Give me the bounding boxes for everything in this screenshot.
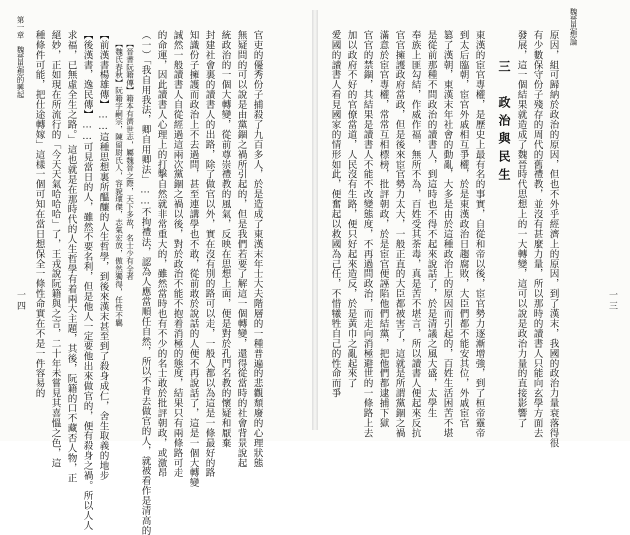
left-col-10: 封建社會裏的讀書人的出路，除了做官以外，實在沒有別的路可以走，一般人都以為這是一條最好的路 <box>203 30 215 478</box>
left-col-1: 種條件可能，把仕途轉嫁」這樣一個可知在當日想保全一條性命實在不是一件容易的 <box>33 30 45 399</box>
left-small-col-1: 【魏氏春秋】阮籍字嗣宗，陳留尉氏人，容貌瓌傑，志氣宏放，傲然獨得，任性不羈 <box>114 40 124 327</box>
right-col-10: 滿意於宦官專權，常常互相標榜，批評朝政，於是宦官便誣陷他們結黨，把他們都逮捕下獄 <box>377 30 389 428</box>
right-col-1: 原因，組可歸納於政治的原因，但也不外乎經濟上的原因，到了漢末，我國的政治力量衰落得很 <box>547 30 559 448</box>
left-col-13: 官吏的優秀份子捕殺了九百多人，於是造成了東漢末年士大夫階層的一種普遍的悲觀頹廢的心理狀態 <box>251 30 263 468</box>
left-col-9: 知識份子擁護而政治上不去過問，甚至連講學也不敢，從前敢於說話的人便不再說話了，這是一個大轉變 <box>187 30 199 488</box>
right-col-2: 有少數保守份子殘存的周代的舊禮教，並沒有甚麼力量，所以那時的讀書人只能向玄學方面去 <box>531 30 543 438</box>
left-col-3: 求福，已無虛全生之路。」這也就是在那時代的人生哲學有着兩大主題，其後，阮籍的口不藏否人物，正 <box>65 30 77 483</box>
right-col-13: 愛國的讀書人看見國家的情形如此，便奮起以救國為己任，不惜犧牲自己的性命而爭 <box>329 30 341 399</box>
left-col-11: 統政治的一個大轉變，從前尊崇禮教的風氣，反映在思想上面，便是對於孔門名教的懷疑和厭棄 <box>219 30 231 448</box>
book-gutter <box>312 10 318 430</box>
left-page-number: 一四 <box>15 290 25 312</box>
left-col-12: 無疑問的可以說是由黨錮之禍所引起的，但是我們若要了解這一個轉變，還得從當時的社會背景說起 <box>235 30 247 468</box>
right-col-4: 東漢的宦官專權，是歷史上最有名的事實，自從和帝以後，宦官勢力逐漸增強，到了桓帝靈帝 <box>473 30 485 438</box>
right-col-11: 官官的禁錮，其結果是讀書人不能不改變態度，不再過問政治，而走向消極避世的一條路上去 <box>361 30 373 438</box>
left-col-2: 絕妙，正如現在所流行的「今天天氣哈哈哈」了，王戎說阮籍與之言，二十年未嘗見其喜慍之色，這 <box>49 30 61 468</box>
section-heading: 三 政治與民生 <box>497 60 511 186</box>
right-col-6: 篡了漢朝，東漢末年社會的動亂，大多是由於這種政治上的原因而引起的，百姓生活困苦不堪 <box>441 30 453 438</box>
left-small-col-2: 【晉書阮籍傳】籍本有濟世志，屬魏晉之際，天下多故，名士少有全者 <box>125 40 135 281</box>
right-running-header: 魏晉思想論 <box>569 8 578 46</box>
left-page-footer-title: 第一章 魏晉思想的興起 <box>16 16 25 99</box>
left-col-4: 【後漢書，逸民傳】……可見當日的人，雖然不要名利，但是他人一定要他出來做官的，便有殺身之禍。所以人人 <box>81 30 93 531</box>
right-col-9: 官官擁護政府當政，但是後來宦官勢力太大，一般正直的大臣都被害了，這就是所謂黨錮之禍 <box>393 30 405 438</box>
right-col-5: 到太后臨朝，宦官外戚相互爭權，於是東漢政治日趨腐敗，大臣們都不能安其位，外戚宦官 <box>457 30 469 428</box>
right-col-7: 是從前那種不問政治的讀書人，到這時也不得不起來說話了，於是清議之風大盛，太學生 <box>425 30 437 419</box>
left-col-7: 的命運，因此讀書人心理上的打擊自然就非常重大的，雖然當時也有不少的名士敢於批評朝政，或激昂 <box>155 30 167 478</box>
left-col-5: 【前漢書楊雄傳】……這種思想裏所醞釀的人生哲學，到後來漢末甚至到了殺身成仁，舍生取義的地步 <box>97 30 109 481</box>
left-col-6: （一）「我自用我法，卿自用卿法」……不拘禮法，認為人應當順任自然，所以不肯去做官的人，就被看作是清高的 <box>139 30 151 535</box>
right-col-3: 發展，這一個結果就造成了魏晉時代思想上的一大轉變，這可以說是政治力量的直接影響了 <box>515 30 527 428</box>
right-col-12: 加以政府不好的官僚當道，人民沒有生路，便只好起來造反，於是黃巾之亂起來了 <box>345 30 357 389</box>
right-col-8: 奉族上匪勾結，作威作福，無所不為，百姓受其荼毒，真是苦不堪言，所以讀書人便起來反抗 <box>409 30 421 438</box>
right-page-number: 一三 <box>607 290 617 312</box>
left-col-8: 誠然一般讀書人自從經過這兩次黨錮之禍以後，對於政治不能不抱着消極的態度，結果只有兩條路可走 <box>171 30 183 478</box>
